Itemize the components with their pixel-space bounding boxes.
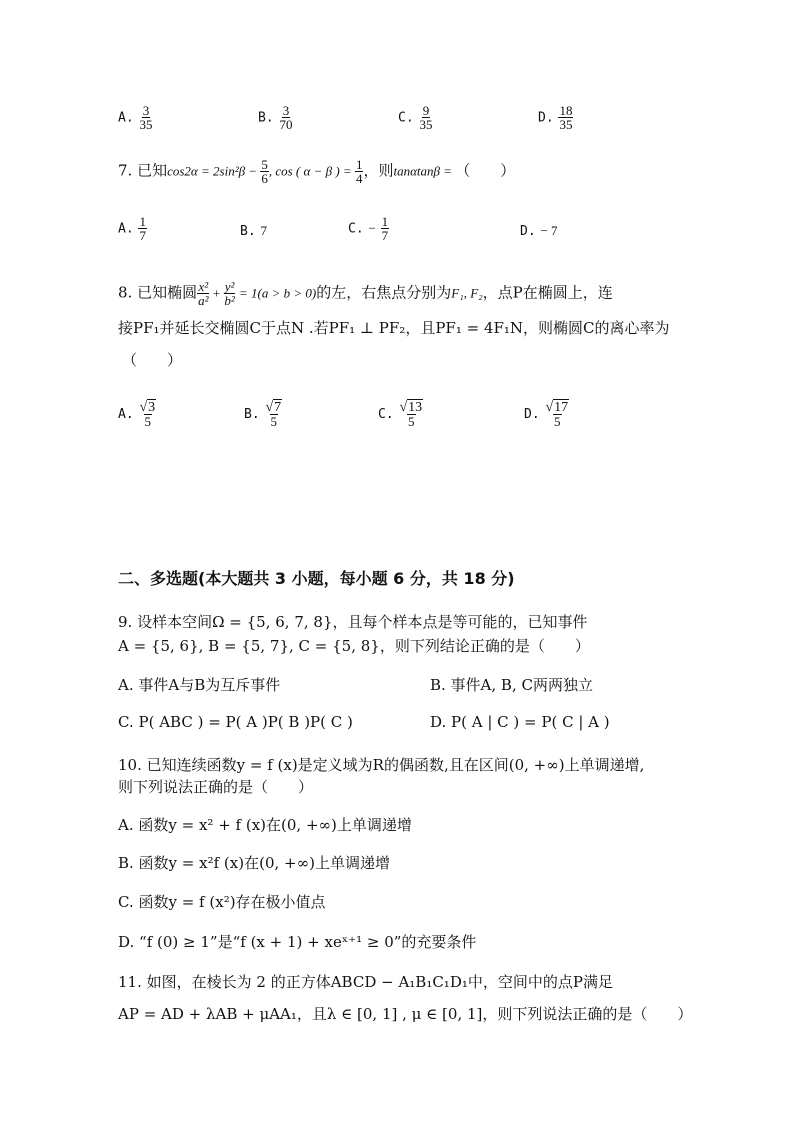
q8-option-c: C. $\frac{√13}{5}$ (378, 400, 423, 429)
q11-line2: AP = AD + λAB + μAA₁，且λ ∈ [0, 1] , μ ∈ [0, 1]，则下列说法正确的是（ ） (118, 1005, 693, 1023)
fraction: $\frac{1}{4}$ (355, 157, 363, 186)
fraction: $\frac{3}{70}$ (279, 103, 293, 132)
q6-option-d: D. $\frac{18}{35}$ (538, 103, 573, 132)
q10-line1: 10. 已知连续函数y = f (x)是定义域为R的偶函数,且在区间(0, +∞)上单调递增, (118, 756, 645, 774)
fraction: $\frac{\text{y²}}{\text{b²}}$ (224, 279, 235, 308)
q8-line2: 接PF₁并延长交椭圆C于点N .若PF₁ ⊥ PF₂，且PF₁ = 4F₁N，则椭圆C的离心率为 (118, 319, 670, 337)
q9-line2: A = {5, 6}, B = {5, 7}, C = {5, 8}，则下列结论正确的是（ ） (118, 637, 590, 655)
fraction: $\frac{18}{35}$ (559, 103, 573, 132)
fraction: $\frac{9}{35}$ (419, 103, 433, 132)
q7-option-b: B. 7 (240, 223, 267, 239)
q6-option-a: A. $\frac{3}{35}$ (118, 103, 153, 132)
q8-option-b: B. $\frac{√7}{5}$ (244, 400, 282, 429)
q9-option-d: D. P( A | C ) = P( C | A ) (430, 713, 610, 731)
q11-line1: 11. 如图，在棱长为 2 的正方体ABCD − A₁B₁C₁D₁中，空间中的点P满足 (118, 973, 613, 991)
sqrt-fraction: $\frac{√3}{5}$ (139, 400, 156, 429)
q9-line1: 9. 设样本空间Ω = {5, 6, 7, 8}，且每个样本点是等可能的，已知事件 (118, 613, 588, 631)
q10-option-a: A. 函数y = x² + f (x)在(0, +∞)上单调递增 (118, 816, 412, 834)
fraction: $\frac{5}{6}$ (261, 157, 268, 186)
section-title: 二、多选题(本大题共 3 小题，每小题 6 分，共 18 分) (118, 569, 515, 588)
q7-option-a: A. $\frac{1}{7}$ (118, 214, 146, 243)
sqrt-fraction: $\frac{√13}{5}$ (399, 400, 423, 429)
fraction: $\frac{1}{7}$ (381, 214, 389, 243)
q10-option-d: D. “f (0) ≥ 1”是“f (x + 1) + xeˣ⁺¹ ≥ 0”的充要条件 (118, 933, 477, 951)
q10-option-b: B. 函数y = x²f (x)在(0, +∞)上单调递增 (118, 854, 390, 872)
fraction: $\frac{\text{x²}}{\text{a²}}$ (198, 279, 209, 308)
q10-line2: 则下列说法正确的是（ ） (118, 778, 314, 796)
q7-option-c: C. − $\frac{1}{7}$ (348, 214, 389, 243)
fraction: $\frac{1}{7}$ (139, 214, 146, 243)
q9-option-b: B. 事件A, B, C两两独立 (430, 676, 593, 694)
q9-option-c: C. P( ABC ) = P( A )P( B )P( C ) (118, 713, 353, 731)
q8-option-d: D. $\frac{√17}{5}$ (524, 400, 569, 429)
q7-option-d: D. − 7 (520, 223, 558, 239)
q9-option-a: A. 事件A与B为互斥事件 (118, 676, 281, 694)
fraction: $\frac{3}{35}$ (139, 103, 153, 132)
sqrt-fraction: $\frac{√7}{5}$ (265, 400, 282, 429)
sqrt-fraction: $\frac{√17}{5}$ (545, 400, 569, 429)
q6-option-b: B. $\frac{3}{70}$ (258, 103, 293, 132)
q7-stem: 7. 已知cos2α = 2sin²β − $\frac{5}{6}$ , cos ( α − β ) = $\frac{1}{4}$ ，则tanαtanβ = （ ） (118, 157, 516, 186)
q8-option-a: A. $\frac{√3}{5}$ (118, 400, 156, 429)
q10-option-c: C. 函数y = f (x²)存在极小值点 (118, 893, 326, 911)
q6-option-c: C. $\frac{9}{35}$ (398, 103, 433, 132)
q8-line1: 8. 已知椭圆 $\frac{\text{x²}}{\text{a²}}$ + $\frac{\text{y²}}{\text{b²}}$ = 1(a > b > 0)的左，右焦点分别为F₁, F₂，点P在椭圆上，连 (118, 279, 613, 308)
q8-line3: （ ） (122, 351, 183, 369)
